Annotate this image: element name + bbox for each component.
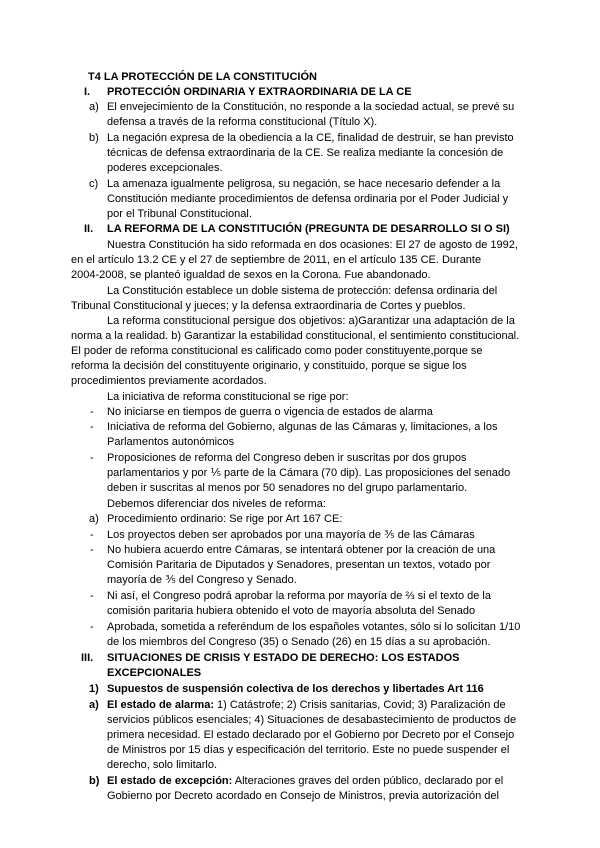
- section-1-heading: PROTECCIÓN ORDINARIA Y EXTRAORDINARIA DE LA CE: [107, 86, 412, 98]
- list-marker: -: [90, 529, 94, 541]
- list-marker: a): [89, 513, 99, 525]
- list-marker: b): [89, 132, 99, 144]
- list-item-line: Procedimiento ordinario: Se rige por Art 167 CE:: [107, 513, 343, 525]
- list-marker: a): [89, 101, 99, 113]
- list-item-line: deben ir suscritas al menos por 50 senadores no del grupo parlamentario.: [107, 482, 468, 494]
- list-item-line: La amenaza igualmente peligrosa, su negación, se hace necesario defender a la: [107, 178, 501, 190]
- section-3-number: III.: [81, 652, 94, 664]
- list-item-line: poderes excepcionales.: [107, 162, 223, 174]
- list-item-line: No hubiera acuerdo entre Cámaras, se intentará obtener por la creación de una: [107, 544, 496, 556]
- list-item-line: Comisión Paritaria de Diputados y Senadores, presentan un textos, votado por: [107, 559, 491, 571]
- list-item-line: servicios públicos esenciales; 4) Situaciones de desabastecimiento de productos de: [107, 714, 517, 726]
- list-item-line: [107, 698, 506, 712]
- paragraph-line: reforma la decisión del constituyente originario, y constituido, porque se sigue los: [71, 360, 467, 372]
- list-item-line: defensa a través de la reforma constitucional (Título X).: [107, 116, 378, 128]
- list-item-line: por el Tribunal Constitucional.: [107, 208, 252, 220]
- list-item-line: Constitución mediante procedimientos de defensa ordinaria por el Poder Judicial y: [107, 193, 509, 205]
- list-marker: -: [90, 406, 94, 418]
- list-marker: 1): [89, 683, 99, 695]
- paragraph-line: Nuestra Constitución ha sido reformada en dos ocasiones: El 27 de agosto de 1992,: [107, 239, 518, 251]
- list-marker: a): [89, 699, 99, 711]
- paragraph-line: El poder de reforma constitucional es calificado como poder constituyente,porque se: [71, 345, 483, 357]
- list-marker: b): [89, 775, 100, 787]
- list-item-line: Proposiciones de reforma del Congreso deben ir suscritas por dos grupos: [107, 452, 467, 464]
- list-item-line: Parlamentos autonómicos: [107, 436, 235, 448]
- section-2-heading: LA REFORMA DE LA CONSTITUCIÓN (PREGUNTA DE DESARROLLO SI O SI): [107, 223, 510, 235]
- list-item-line: No iniciarse en tiempos de guerra o vigencia de estados de alarma: [107, 406, 433, 418]
- paragraph-line: en el artículo 13.2 CE y el 27 de septiembre de 2011, en el artículo 135 CE. Durante: [71, 254, 482, 266]
- term-text: Alteraciones graves del orden público, declarado por el: [232, 775, 504, 787]
- paragraph-line: norma a la realidad. b) Garantizar la estabilidad constitucional, el sentimiento constitucional.: [71, 330, 520, 342]
- list-item-line: primera necesidad. El estado declarado por el Gobierno por Decreto por el Consejo: [107, 729, 515, 741]
- term-text: 1) Catástrofe; 2) Crisis sanitarias, Covid; 3) Paralización de: [214, 699, 506, 711]
- list-marker: -: [90, 452, 94, 464]
- list-item-line: La negación expresa de la obediencia a la CE, finalidad de destruir, se han previsto: [107, 132, 514, 144]
- section-3-heading-cont: EXCEPCIONALES: [107, 667, 202, 679]
- list-item-line: Ni así, el Congreso podrá aprobar la reforma por mayoría de ⅔ si el texto de la: [107, 590, 491, 602]
- document-title: T4 LA PROTECCIÓN DE LA CONSTITUCIÓN: [88, 71, 317, 83]
- list-item-line: El envejecimiento de la Constitución, no responde a la sociedad actual, se prevé su: [107, 101, 515, 113]
- list-item-line: de los miembros del Congreso (35) o Senado (26) en 15 días a su aprobación.: [107, 636, 491, 648]
- subsection-heading: Supuestos de suspensión colectiva de los derechos y libertades Art 116: [107, 683, 484, 695]
- list-marker: c): [89, 178, 99, 190]
- paragraph-line: La Constitución establece un doble sistema de protección: defensa ordinaria del: [107, 285, 498, 297]
- initiative-intro: La iniciativa de reforma constitucional se rige por:: [107, 391, 349, 403]
- list-item-line: mayoría de ⅗ del Congreso y Senado.: [107, 574, 297, 586]
- term-label: El estado de excepción:: [107, 775, 233, 787]
- section-1-number: I.: [84, 86, 91, 98]
- list-item-line: Los proyectos deben ser aprobados por una mayoría de ⅗ de las Cámaras: [107, 529, 475, 541]
- list-item-line: técnicas de defensa extraordinaria de la CE. Se realiza mediante la concesión de: [107, 147, 504, 159]
- list-item-line: Aprobada, sometida a referéndum de los españoles votantes, sólo si lo solicitan 1/10: [107, 621, 521, 633]
- list-marker: -: [90, 421, 94, 433]
- list-item-line: Iniciativa de reforma del Gobierno, algunas de las Cámaras y, limitaciones, a los: [107, 421, 498, 433]
- paragraph-line: Tribunal Constitucional y jueces; y la defensa extraordinaria de Cortes y pueblos.: [71, 300, 466, 312]
- list-item-line: derecho, solo limitarlo.: [107, 759, 218, 771]
- section-3-heading: SITUACIONES DE CRISIS Y ESTADO DE DERECHO: LOS ESTADOS: [107, 652, 460, 664]
- list-item-line: [107, 774, 503, 788]
- paragraph-line: La reforma constitucional persigue dos objetivos: a)Garantizar una adaptación de la: [107, 315, 515, 327]
- paragraph-line: procedimientos previamente acordados.: [71, 375, 267, 387]
- list-marker: -: [90, 590, 94, 602]
- list-item-line: de Ministros por 15 días y especificación del territorio. Este no puede suspender el: [107, 744, 510, 756]
- levels-intro: Debemos diferenciar dos niveles de reforma:: [107, 498, 326, 510]
- list-item-line: parlamentarios y por ⅕ parte de la Cámara (70 dip). Las proposiciones del senado: [107, 467, 511, 479]
- list-marker: -: [90, 544, 94, 556]
- list-item-line: comisión paritaria hubiera obtenido el voto de mayoría absoluta del Senado: [107, 605, 476, 617]
- term-label: El estado de alarma:: [107, 699, 214, 711]
- section-2-number: II.: [84, 223, 94, 235]
- list-item-line: Gobierno por Decreto acordado en Consejo de Ministros, previa autorización del: [107, 790, 499, 802]
- paragraph-line: 2004-2008, se planteó igualdad de sexos en la Corona. Fue abandonado.: [71, 269, 431, 281]
- list-marker: -: [90, 621, 94, 633]
